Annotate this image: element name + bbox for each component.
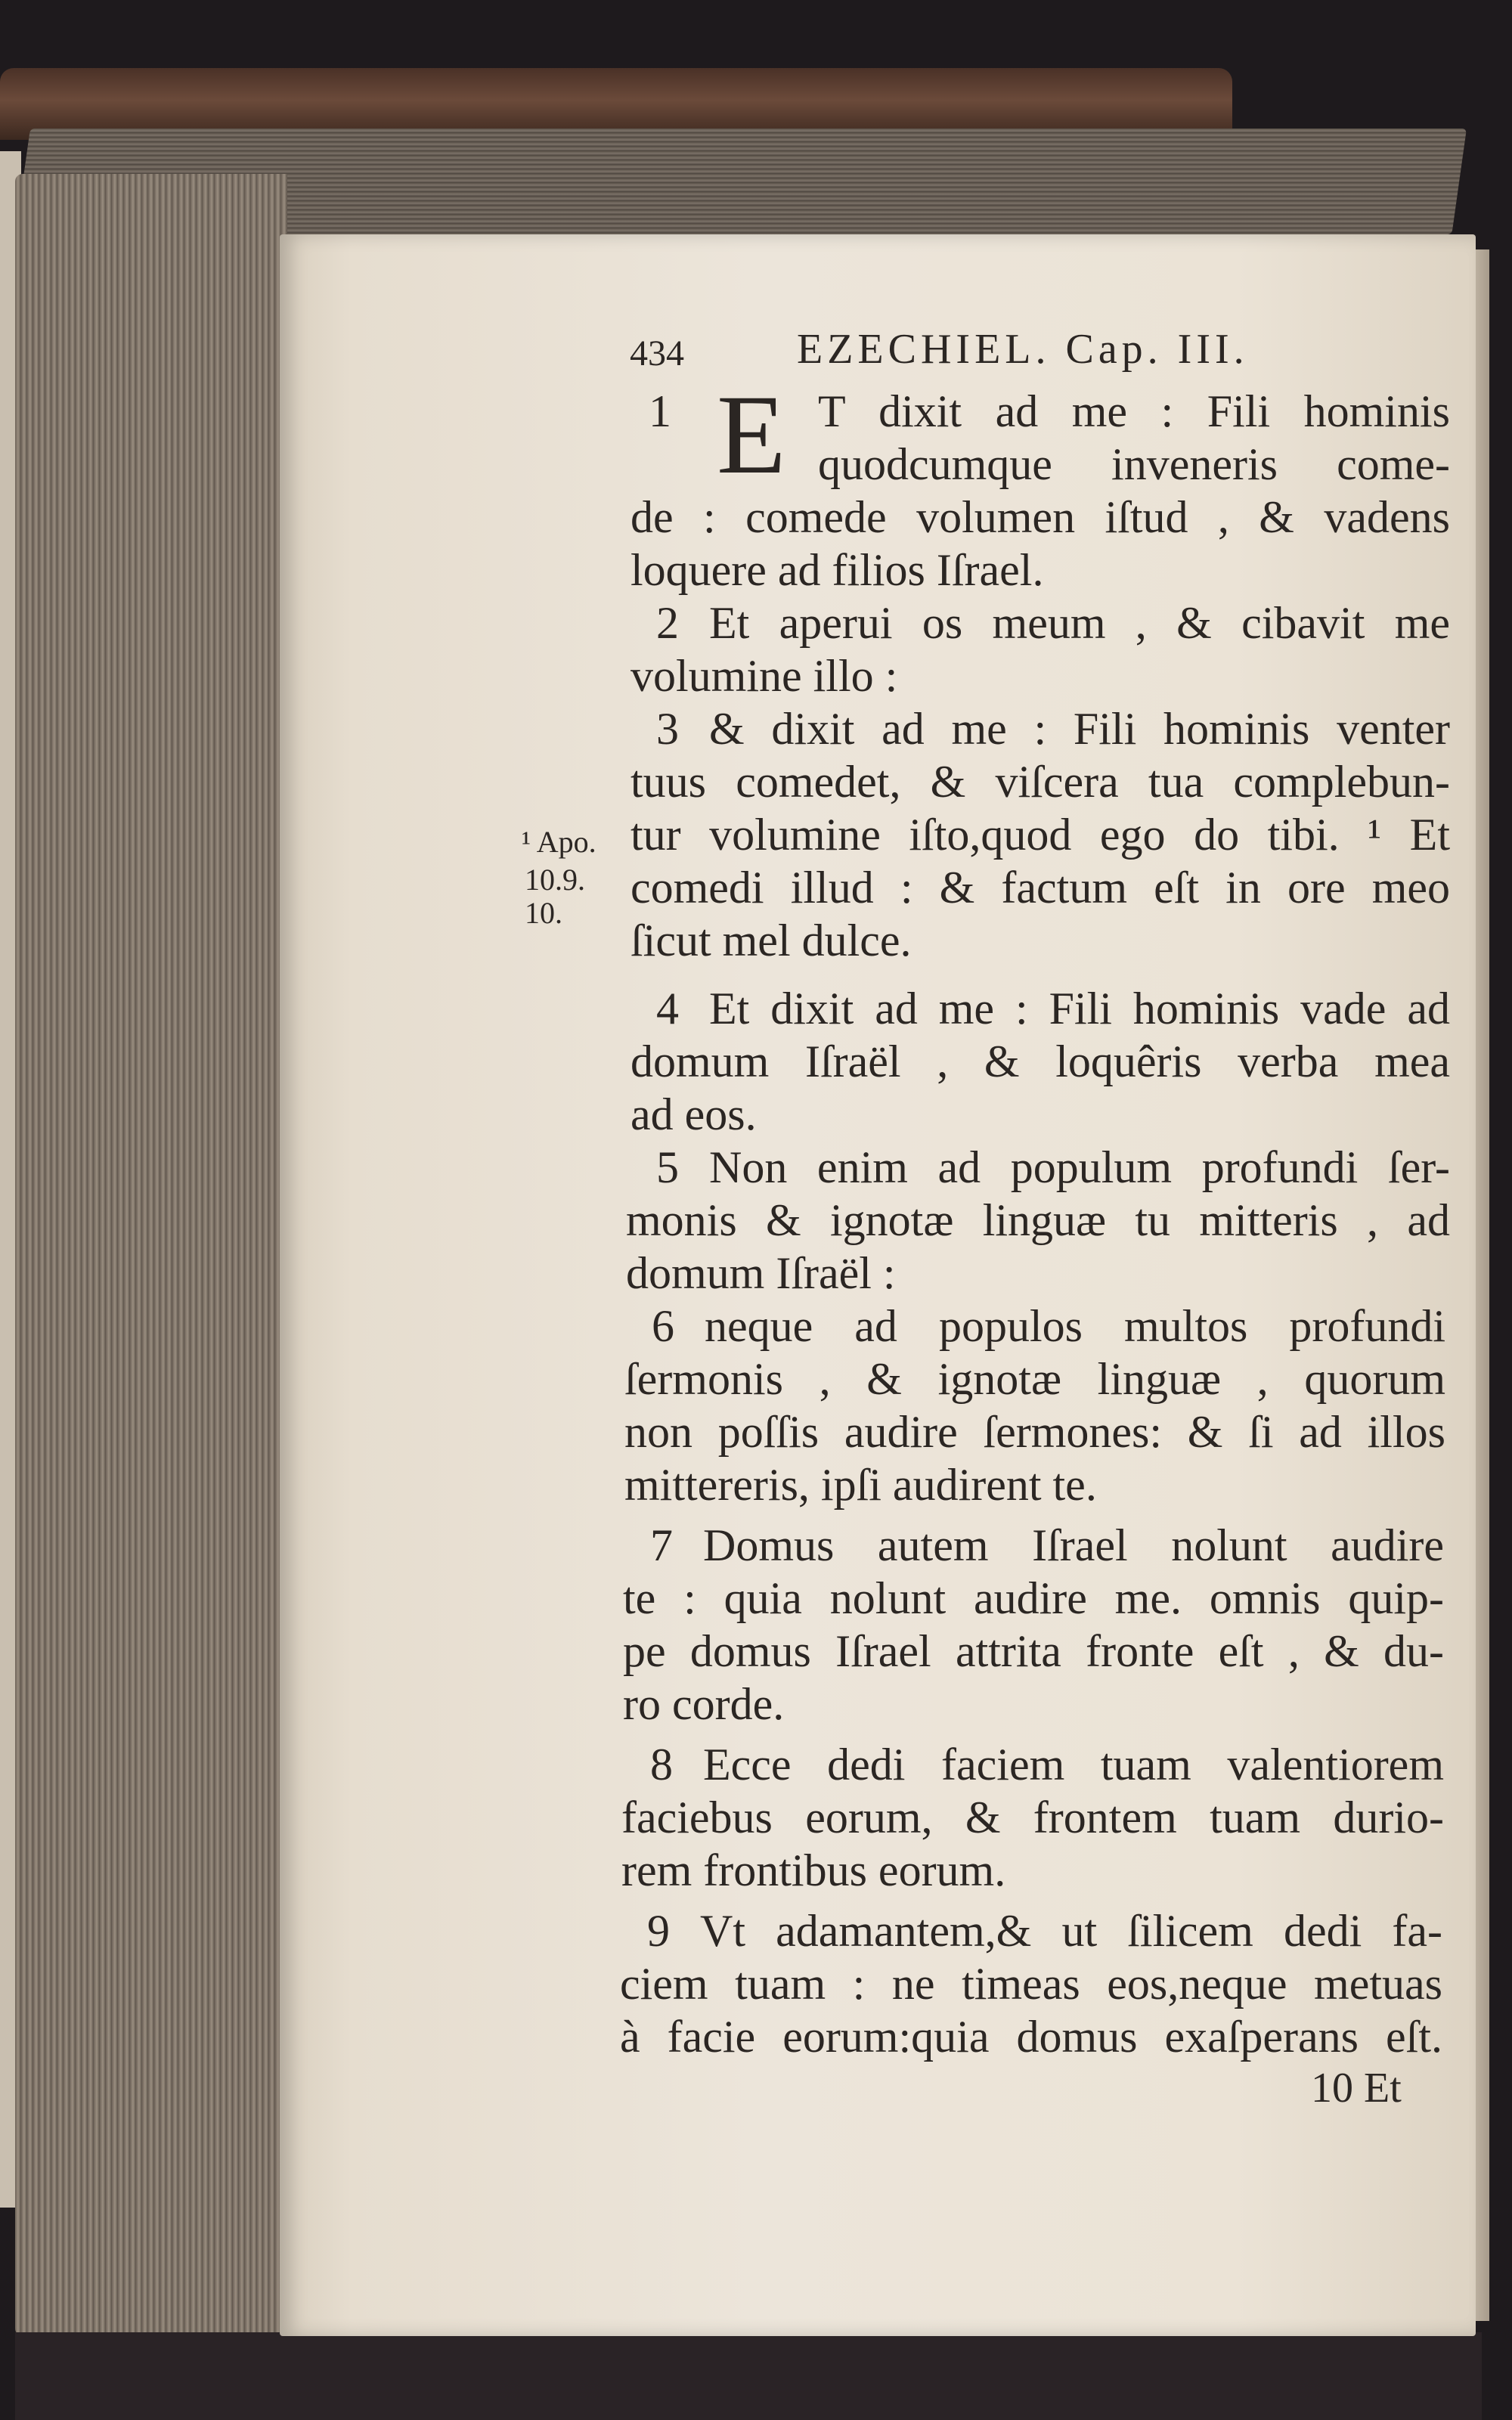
text-line: T dixit ad me : Fili hominis — [818, 386, 1450, 436]
text-line: neque ad populos multos profundi — [705, 1301, 1445, 1351]
text-line: quodcumque inveneris come- — [818, 439, 1450, 489]
text-line: tur volumine iſto,quod ego do tibi. ¹ Et — [631, 810, 1450, 860]
text-line: pe domus Iſrael attrita fronte eſt , & du- — [623, 1626, 1444, 1676]
page-number: 434 — [630, 333, 684, 373]
text-line: ciem tuam : ne timeas eos,neque metuas — [620, 1959, 1442, 2009]
text-line: tuus comedet, & viſcera tua complebun- — [631, 757, 1450, 807]
text-line: ſermonis , & ignotæ linguæ , quorum — [624, 1354, 1445, 1404]
text-line: Vt adamantem,& ut ſilicem dedi fa- — [700, 1906, 1442, 1956]
text-line: domum Iſraël : — [626, 1248, 896, 1298]
text-line: ad eos. — [631, 1089, 757, 1139]
book-bottom-shadow — [15, 2332, 1482, 2420]
margin-note-ref: 10.9. — [525, 863, 585, 897]
text-line: monis & ignotæ linguæ tu mitteris , ad — [626, 1195, 1450, 1245]
text-line: & dixit ad me : Fili hominis venter — [709, 704, 1450, 754]
verse-number: 9 — [647, 1906, 670, 1956]
verse-number: 1 — [649, 386, 671, 436]
book-left-page-edges — [15, 174, 287, 2336]
verse-number: 5 — [656, 1142, 679, 1192]
verse-number: 8 — [650, 1740, 673, 1789]
text-line: Domus autem Iſrael nolunt audire — [703, 1520, 1444, 1570]
text-line: non poſſis audire ſermones: & ſi ad illos — [624, 1407, 1445, 1457]
verse-number: 2 — [656, 598, 679, 648]
running-title: EZECHIEL. Cap. III. — [797, 326, 1249, 373]
text-line: Et aperui os meum , & cibavit me — [709, 598, 1450, 648]
text-line: à facie eorum:quia domus exaſperans eſt. — [620, 2012, 1442, 2062]
drop-cap: E — [717, 372, 786, 497]
text-line: volumine illo : — [631, 651, 898, 701]
margin-note-ref: ¹ Apo. — [522, 825, 596, 859]
text-line: mittereris, ipſi audirent te. — [624, 1460, 1097, 1510]
text-line: Non enim ad populum profundi ſer- — [709, 1142, 1450, 1192]
verse-number: 6 — [652, 1301, 674, 1351]
text-line: ſicut mel dulce. — [631, 916, 912, 965]
text-line: de : comede volumen iſtud , & vadens — [631, 492, 1450, 542]
catchword: 10 Et — [1311, 2065, 1402, 2112]
text-line: rem frontibus eorum. — [621, 1845, 1006, 1895]
text-line: domum Iſraël , & loquêris verba mea — [631, 1036, 1450, 1086]
text-line: ro corde. — [623, 1679, 785, 1729]
margin-note-ref: 10. — [525, 896, 562, 930]
verse-number: 4 — [656, 984, 679, 1033]
text-line: Ecce dedi faciem tuam valentiorem — [703, 1740, 1444, 1789]
verse-number: 7 — [650, 1520, 673, 1570]
text-line: comedi illud : & factum eſt in ore meo — [631, 863, 1450, 913]
text-line: loquere ad filios Iſrael. — [631, 545, 1044, 595]
text-line: te : quia nolunt audire me. omnis quip- — [623, 1573, 1444, 1623]
text-line: faciebus eorum, & frontem tuam durio- — [621, 1793, 1444, 1842]
text-line: Et dixit ad me : Fili hominis vade ad — [709, 984, 1450, 1033]
verse-number: 3 — [656, 704, 679, 754]
